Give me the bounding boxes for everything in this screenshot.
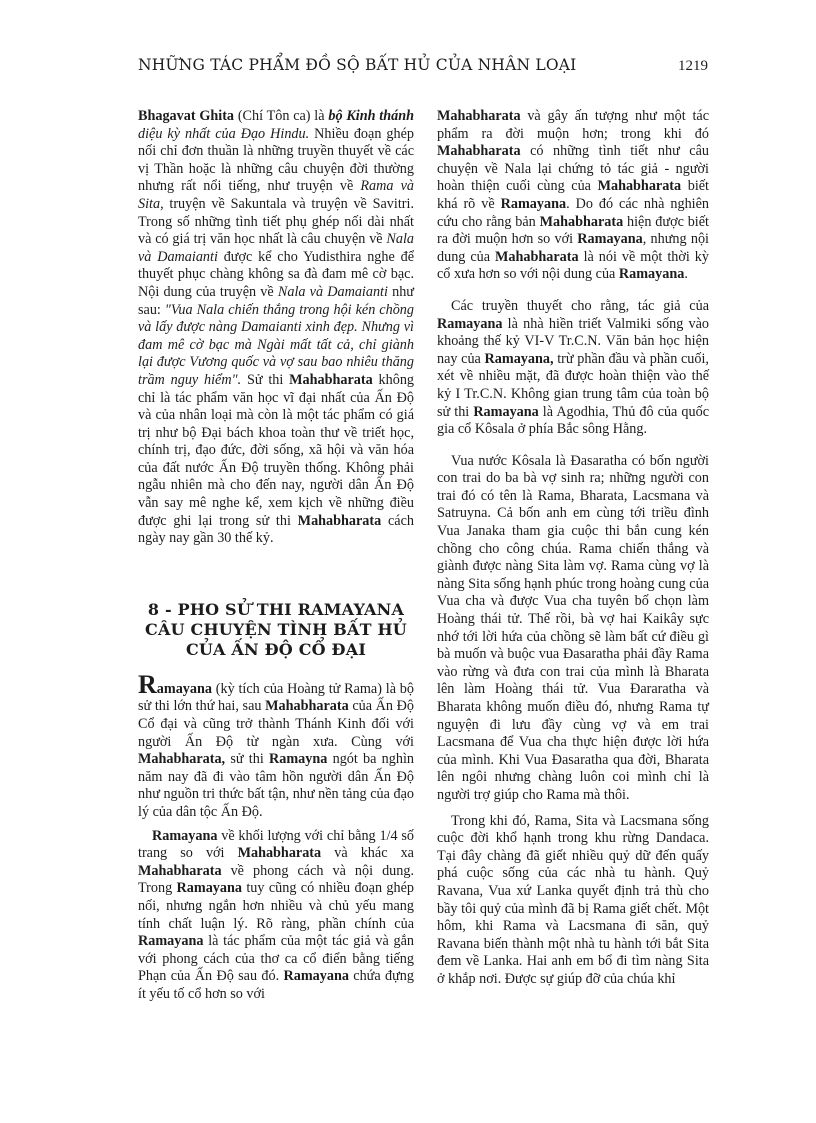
section-heading xyxy=(138,600,414,660)
text: không chỉ là tác phẩm văn học vĩ đại nhất của Ấn Độ và của nhân loại mà còn là một tác phẩm có giá trị như bộ Đại bách khoa toàn thư về triết học, chính trị, đạo đức, đời sống, xã hội và văn hóa của đất nước Ấn Độ truyền thống. Không phải ngẫu nhiên mà cho đến nay, người dân Ấn Độ vẫn say mê nghe kể, xem kịch về những điều được ghi lại trong sử thi xyxy=(138,371,415,529)
paragraph: Trong khi đó, Rama, Sita và Lacsmana sống cuộc đời khổ hạnh trong khu rừng Dandaca. Tại đây chàng đã giết nhiều quỷ dữ đến quấy phá cuộc sống của các nhà tu hành. Quỷ Ravana, Vua xứ Lanka quyết định trả thù cho bầy tôi quỷ của mình đã bị Rama giết chết. Một hôm, khi Rama và Lacsmana đi săn, quỷ Ravana biến thành một nhà tu hành tới bắt Sita đem về Lanka. Hai anh em bổ đi tìm nàng Sita ở khắp nơi. Được sự giúp đỡ của chúa khỉ xyxy=(437,812,709,987)
bold-term: Ramayana, xyxy=(484,350,554,367)
drop-cap: R xyxy=(138,669,157,699)
text: là tác phẩm của một tác giả và gắn với phong cách của thơ ca cổ điển bằng tiếng Phạn của Ấn Độ sau đó. xyxy=(138,933,414,985)
text: như sau: xyxy=(138,283,414,318)
bold-term: Bhagavat Ghita xyxy=(138,108,235,124)
bold-term: Mahabharata xyxy=(265,698,349,715)
text: ngót ba nghìn năm nay đã đi vào tâm hồn người dân Ấn Độ như nguồn tri thức bất tận, như nền tảng của đạo lý của dân tộc Ấn Độ. xyxy=(138,751,414,820)
bold-term: Mahabharata xyxy=(495,248,579,265)
bold-term: Mahabharata xyxy=(597,178,682,195)
section-heading-line: CỦA ẤN ĐỘ CỔ ĐẠI xyxy=(185,639,367,659)
paragraph xyxy=(437,108,709,284)
bold-term: Ramayana xyxy=(437,315,503,332)
bold-term: Mahabharata xyxy=(237,845,322,862)
text: Sử thi xyxy=(241,371,290,388)
bold-term: Mahabharata xyxy=(138,862,222,879)
text: Các truyền thuyết cho rằng, tác giả của xyxy=(451,297,709,314)
paragraph xyxy=(437,298,709,439)
text: và khác xa xyxy=(321,845,414,862)
text: của Ấn Độ Cổ đại và cũng trở thành Thánh Kinh đối với người Ấn Độ từ ngàn xưa. Cùng với xyxy=(138,698,414,750)
text: sử thi xyxy=(225,751,270,768)
italic-quote: "Vua Nala chiến thắng trong hội kén chồng và lấy được nàng Damaianti xinh đẹp. Nhưng vì đam mê cờ bạc mà Ngài mất tất cả, chỉ giành lại được Vương quốc và vợ sau bao nhiêu thăng trầm nguy hiểm". xyxy=(138,301,414,388)
text: , truyện về Sakuntala và truyện về Savitri. Trong số những tình tiết phụ ghép nối dài nhất và có giá trị văn học nhất là câu chuyện về xyxy=(138,195,414,248)
text: được kể cho Yudisthira nghe để thuyết phục chàng không sa đà đam mê cờ bạc. Nội dung của truyện về xyxy=(138,248,414,300)
text: có những tình tiết như câu chuyện về Nala lại chứng tỏ tác giả - người hoàn thiện cuối cùng của xyxy=(437,143,709,195)
text: (Chí Tôn ca) là xyxy=(234,108,329,124)
text: về phong cách và nội dung. Trong xyxy=(138,862,414,897)
bold-term: Ramayana xyxy=(473,403,539,420)
bold-term: Ramayana xyxy=(577,231,643,248)
bold-term: Mahabharata xyxy=(289,371,373,388)
section-heading-line: 8 - PHO SỬ THI RAMAYANA xyxy=(147,599,405,619)
text: , nhưng nội dung của xyxy=(437,231,709,265)
text: là nhà hiền triết Valmiki sống vào khoảng thế kỷ VI-V Tr.C.N. Văn bản học hiện nay của xyxy=(437,315,709,367)
paragraph: Vua nước Kôsala là Đasaratha có bốn người con trai do ba bà vợ sinh ra; những người con trai đó có tên là Rama, Bharata, Lacsmana và Satruyna. Cả bốn anh em cùng tới triều đình Vua Janaka tham gia cuộc thi bắn cung kén chồng cho công chúa. Rama chiến thắng và giành được nàng Sita làm vợ. Rama cùng vợ là nàng Sita sống hạnh phúc trong hoàng cung của Vua cha và được Vua cha tuyên bố chọn làm Hoàng thái tử. Thế rồi, bà vợ hai Kaikây sực nhớ tới lời hứa của chồng sẽ làm bất cứ điều gì bà muốn và buộc vua Đasaratha phải đầy Rama vào rừng và đưa con trai của mình là Bharata lên làm Hoàng thái tử. Vua Đararatha và Bharata không muốn điều đó, nhưng Rama tự nguyện đi lưu đầy cùng vợ và em trai Lacsmana để Vua cha thực hiện được lời hứa của mình. Khi Vua Đasaratha qua đời, Bharata lên ngôi nhưng chàng luôn coi mình chỉ là người trợ giúp cho Rama mà thôi. xyxy=(437,452,709,803)
bold-term: Ramayana xyxy=(138,933,204,950)
right-column xyxy=(437,108,709,989)
text: trừ phần đầu và phần cuối, xét về nhiều mặt, đã được hoàn thiện vào thế kỷ I Tr.C.N. Không gian trung tâm của toàn bộ sử thi xyxy=(437,350,709,420)
section-heading-line: CÂU CHUYỆN TÌNH BẤT HỦ xyxy=(145,619,407,639)
text: và gây ấn tượng như một tác phẩm ra đời muộn hơn; trong khi đó xyxy=(437,108,709,142)
bold-term: Mahabharata, xyxy=(138,751,226,768)
bold-term: Ramayana xyxy=(618,266,685,283)
bold-term: Ramayana xyxy=(176,880,242,897)
text: (kỳ tích của Hoàng tử Rama) là bộ sử thi lớn thứ hai, sau xyxy=(138,680,414,715)
bold-term: Ramayana xyxy=(152,827,218,844)
bold-term: Ramayana xyxy=(283,968,349,985)
bold-term: Mahabharata xyxy=(437,143,521,160)
text: về khối lượng với chỉ bằng 1/4 số trang so với xyxy=(138,827,414,862)
page-number: 1219 xyxy=(678,58,708,74)
bold-term: amayana xyxy=(156,680,212,697)
text: chứa đựng ít yếu tố cổ hơn so với xyxy=(138,968,414,1002)
bold-italic-term: bộ Kinh thánh xyxy=(328,108,414,124)
text: là nói về một thời kỳ cổ xưa hơn so với nội dung của xyxy=(437,248,709,283)
paragraph xyxy=(138,828,414,1004)
text: cách ngày nay gần 30 thế kỷ. xyxy=(138,512,414,547)
bold-term: Ramayna xyxy=(269,751,328,768)
paragraph xyxy=(138,669,414,822)
bold-term: Mahabharata xyxy=(539,213,624,230)
italic-text: Nala và Damaianti xyxy=(138,231,414,265)
text: . Do đó các nhà nghiên cứu cho rằng bản xyxy=(437,195,709,230)
paragraph xyxy=(138,108,414,548)
bold-term: Ramayana xyxy=(500,195,567,212)
text: là Agodhia, Thủ đô của quốc gia cổ Kôsala ở phía Bắc sông Hằng. xyxy=(437,403,709,438)
text: hiện được biết ra đời muộn hơn so với xyxy=(437,213,709,248)
italic-text: Rama và Sita xyxy=(138,178,414,212)
italic-text: diệu kỳ nhất của Đạo Hindu. xyxy=(138,125,310,142)
page-header xyxy=(138,56,708,86)
bold-term: Mahabharata xyxy=(297,512,382,529)
italic-text: Nala và Damaianti xyxy=(277,283,388,300)
bold-term: Mahabharata xyxy=(437,108,521,124)
text: tuy cũng có nhiều đoạn ghép nối, nhưng ngắn hơn nhiều và chủ yếu mang tính chất luận lý. Rõ ràng, phần chính của xyxy=(138,880,414,932)
text: biết khá rõ về xyxy=(437,178,710,212)
running-title: NHỮNG TÁC PHẨM ĐỒ SỘ BẤT HỦ CỦA NHÂN LOẠI xyxy=(138,56,577,74)
text: Nhiều đoạn ghép nối chỉ đơn thuần là những truyền thuyết về các vị Thần hoặc là những câu chuyện đời thường nhưng rất nổi tiếng, như truyện về xyxy=(138,125,414,195)
text: . xyxy=(684,266,688,283)
left-column xyxy=(138,108,414,1004)
